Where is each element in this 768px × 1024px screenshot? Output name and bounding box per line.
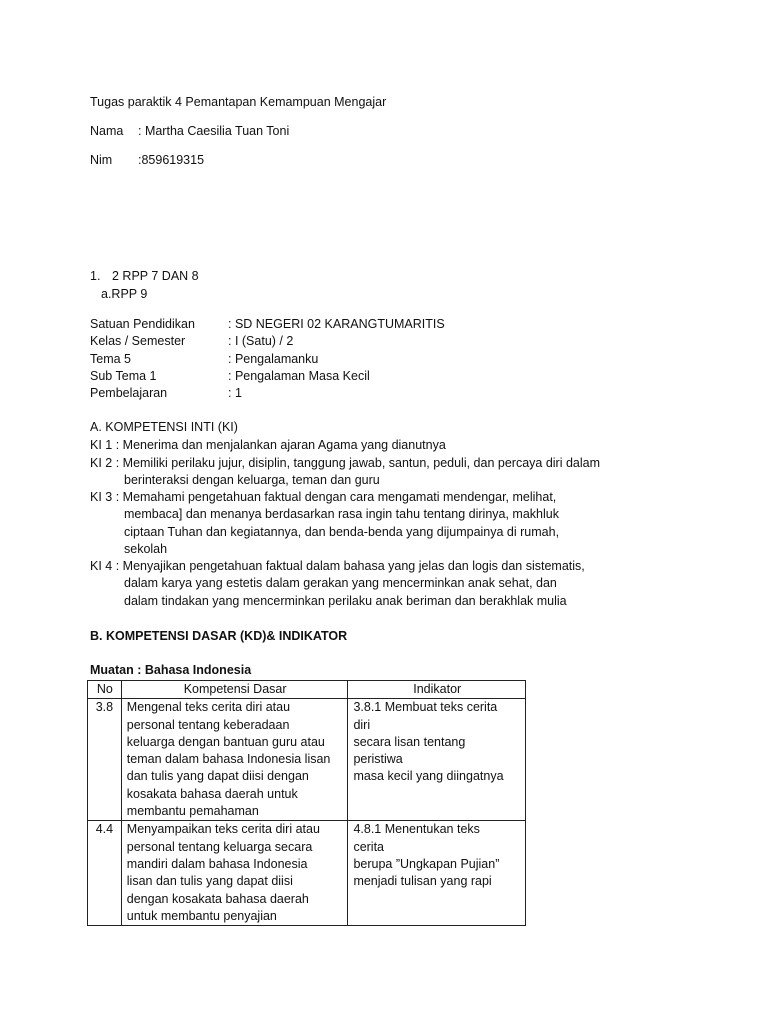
identity-label: Pembelajaran	[90, 386, 168, 401]
column-header-kd: Kompetensi Dasar	[121, 681, 348, 699]
ki-2	[90, 455, 600, 490]
cell-line: 4.8.1 Menentukan teks	[353, 822, 480, 837]
identity-row	[90, 316, 445, 333]
ki-4	[90, 558, 585, 610]
cell-line: peristiwa	[353, 752, 403, 767]
cell-line: teman dalam bahasa Indonesia lisan	[126, 752, 331, 767]
nim-value: :859619315	[138, 153, 205, 167]
ki-3-line: ciptaan Tuhan dan kegiatannya, dan benda-benda yang dijumpainya di rumah,	[124, 524, 560, 539]
ki-4-line: dalam karya yang estetis dalam gerakan yang mencerminkan anak sehat, dan	[124, 576, 557, 591]
ki-3-line: membaca] dan menanya berdasarkan rasa ingin tahu tentang dirinya, makhluk	[124, 507, 559, 522]
identity-label: Satuan Pendidikan	[90, 317, 195, 331]
cell-line: Mengenal teks cerita diri atau	[126, 700, 291, 715]
ki-4-line: dalam tindakan yang mencerminkan perilaku anak beriman dan berakhlak mulia	[124, 593, 567, 608]
identity-label: Tema 5	[90, 351, 131, 366]
identity-value: : Pengalamanku	[228, 351, 319, 366]
table-row	[88, 821, 526, 926]
identity-row	[90, 351, 445, 368]
cell-line: kosakata bahasa daerah untuk	[126, 786, 298, 801]
cell-line: lisan dan tulis yang dapat diisi	[126, 874, 293, 889]
identity-value: : 1	[228, 386, 242, 401]
identity-label: Sub Tema 1	[90, 368, 157, 383]
identity-value: : SD NEGERI 02 KARANGTUMARITIS	[228, 317, 445, 331]
identity-row	[90, 368, 445, 385]
list-item-1-text: 2 RPP 7 DAN 8	[112, 269, 199, 283]
table-header-row	[88, 681, 526, 699]
name-row	[90, 123, 289, 140]
assignment-title: Tugas paraktik 4 Pemantapan Kemampuan Mengajar	[90, 95, 387, 109]
cell-line: dengan kosakata bahasa daerah	[126, 891, 309, 906]
list-item-1-number: 1.	[90, 269, 101, 283]
column-header-indikator: Indikator	[348, 681, 526, 699]
nim-row	[90, 152, 204, 169]
identity-row	[90, 385, 445, 402]
row-no: 3.8	[88, 699, 122, 821]
identity-label: Kelas / Semester	[90, 334, 186, 349]
ki-2-line: KI 2 : Memiliki perilaku jujur, disiplin, tanggung jawab, santun, peduli, dan percaya diri dalam	[90, 456, 601, 470]
name-value: : Martha Caesilia Tuan Toni	[138, 124, 290, 138]
cell-line: membantu pemahaman	[126, 804, 259, 819]
cell-line: masa kecil yang diingatnya	[353, 769, 504, 784]
kd-heading: B. KOMPETENSI DASAR (KD)& INDIKATOR	[90, 629, 348, 643]
cell-line: personal tentang keberadaan	[126, 717, 290, 732]
row-indikator	[348, 699, 526, 821]
cell-line: menjadi tulisan yang rapi	[353, 874, 492, 889]
nim-label: Nim	[90, 153, 113, 167]
cell-line: untuk membantu penyajian	[126, 908, 277, 923]
identity-value: : Pengalaman Masa Kecil	[228, 368, 370, 383]
ki-1: KI 1 : Menerima dan menjalankan ajaran Agama yang dianutnya	[90, 438, 446, 452]
muatan-label: Muatan : Bahasa Indonesia	[90, 663, 252, 677]
cell-line: mandiri dalam bahasa Indonesia	[126, 856, 308, 871]
row-kd	[121, 699, 348, 821]
cell-line: secara lisan tentang	[353, 734, 466, 749]
identity-block	[90, 316, 445, 402]
cell-line: berupa ”Ungkapan Pujian”	[353, 856, 500, 871]
cell-line: diri	[353, 717, 371, 732]
ki-2-line: berinteraksi dengan keluarga, teman dan guru	[124, 473, 380, 488]
cell-line: Menyampaikan teks cerita diri atau	[126, 822, 320, 837]
list-item-1	[90, 268, 199, 285]
cell-line: cerita	[353, 839, 385, 854]
column-header-no: No	[88, 681, 122, 699]
name-label: Nama	[90, 124, 124, 138]
ki-3-line: KI 3 : Memahami pengetahuan faktual dengan cara mengamati mendengar, melihat,	[90, 490, 557, 504]
ki-3	[90, 489, 559, 558]
row-kd	[121, 821, 348, 926]
ki-3-line: sekolah	[124, 541, 168, 556]
ki-4-line: KI 4 : Menyajikan pengetahuan faktual dalam bahasa yang jelas dan logis dan sistematis,	[90, 559, 585, 573]
row-no: 4.4	[88, 821, 122, 926]
kd-table	[87, 680, 526, 926]
identity-row	[90, 333, 445, 350]
cell-line: dan tulis yang dapat diisi dengan	[126, 769, 309, 784]
cell-line: 3.8.1 Membuat teks cerita	[353, 700, 498, 715]
cell-line: keluarga dengan bantuan guru atau	[126, 734, 325, 749]
table-row	[88, 699, 526, 821]
ki-heading: A. KOMPETENSI INTI (KI)	[90, 420, 238, 434]
list-item-1a: a.RPP 9	[101, 287, 148, 301]
cell-line: personal tentang keluarga secara	[126, 839, 313, 854]
row-indikator	[348, 821, 526, 926]
identity-value: : I (Satu) / 2	[228, 334, 294, 349]
